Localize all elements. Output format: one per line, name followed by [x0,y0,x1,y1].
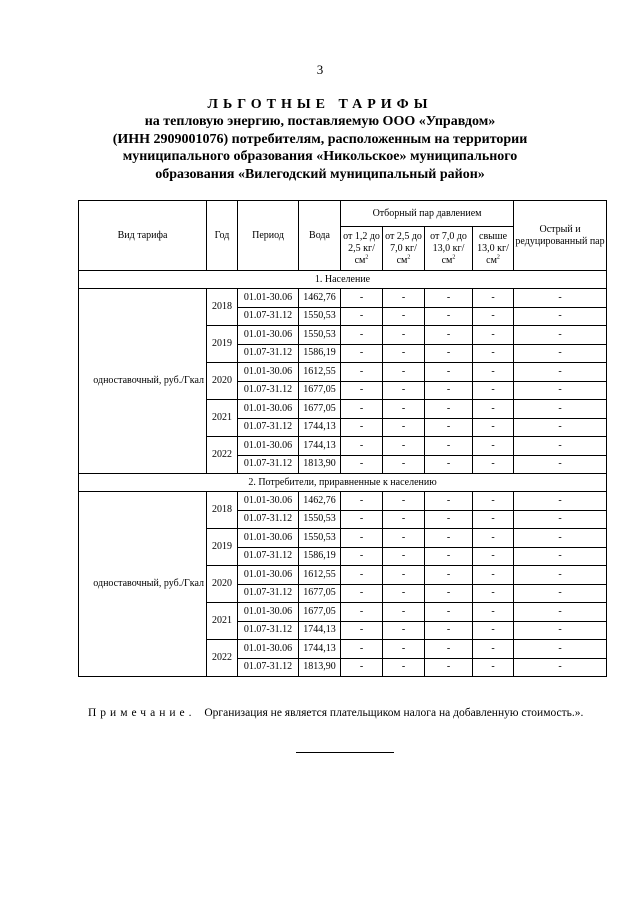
water-tariff-cell: 1677,05 [299,603,341,622]
empty-value-cell: - [514,603,607,622]
year-cell: 2019 [207,529,238,566]
title-line: на тепловую энергию, поставляемую ООО «Управдом» [144,114,496,129]
empty-value-cell: - [383,381,425,400]
empty-value-cell: - [341,510,383,529]
period-cell: 01.01-30.06 [238,566,299,585]
empty-value-cell: - [341,640,383,659]
header-pressure-4: свыше 13,0 $кг/см^2$ [473,227,514,271]
table-row [79,289,607,308]
empty-value-cell: - [383,289,425,308]
empty-value-cell: - [514,658,607,677]
year-cell: 2022 [207,640,238,677]
empty-value-cell: - [383,492,425,511]
water-tariff-cell: 1550,53 [299,326,341,345]
empty-value-cell: - [341,400,383,419]
empty-value-cell: - [383,437,425,456]
empty-value-cell: - [514,344,607,363]
period-cell: 01.01-30.06 [238,529,299,548]
water-tariff-cell: 1550,53 [299,510,341,529]
table-row [79,492,607,511]
year-cell: 2018 [207,492,238,529]
empty-value-cell: - [341,584,383,603]
empty-value-cell: - [383,344,425,363]
empty-value-cell: - [341,326,383,345]
empty-value-cell: - [514,289,607,308]
year-cell: 2019 [207,326,238,363]
empty-value-cell: - [383,510,425,529]
period-cell: 01.07-31.12 [238,547,299,566]
document-title [0,96,640,183]
empty-value-cell: - [425,307,473,326]
empty-value-cell: - [514,455,607,474]
period-cell: 01.01-30.06 [238,363,299,382]
empty-value-cell: - [425,289,473,308]
section-title: 2. Потребители, приравненные к населению [79,474,607,492]
empty-value-cell: - [341,566,383,585]
empty-value-cell: - [425,547,473,566]
tariff-kind: одноставочный, руб./Гкал [79,289,207,474]
empty-value-cell: - [425,437,473,456]
period-cell: 01.01-30.06 [238,492,299,511]
divider-line [296,752,394,753]
water-tariff-cell: 1550,53 [299,307,341,326]
empty-value-cell: - [425,510,473,529]
empty-value-cell: - [473,492,514,511]
water-tariff-cell: 1813,90 [299,455,341,474]
empty-value-cell: - [341,658,383,677]
empty-value-cell: - [473,326,514,345]
water-tariff-cell: 1813,90 [299,658,341,677]
year-cell: 2022 [207,437,238,474]
empty-value-cell: - [514,510,607,529]
header-period: Период [238,201,299,271]
empty-value-cell: - [341,289,383,308]
empty-value-cell: - [473,510,514,529]
empty-value-cell: - [341,603,383,622]
empty-value-cell: - [341,492,383,511]
period-cell: 01.01-30.06 [238,326,299,345]
period-cell: 01.07-31.12 [238,418,299,437]
water-tariff-cell: 1744,13 [299,621,341,640]
water-tariff-cell: 1612,55 [299,363,341,382]
title-line: образования «Вилегодский муниципальный район» [155,166,485,182]
empty-value-cell: - [514,640,607,659]
empty-value-cell: - [425,418,473,437]
empty-value-cell: - [341,621,383,640]
water-tariff-cell: 1550,53 [299,529,341,548]
period-cell: 01.01-30.06 [238,400,299,419]
empty-value-cell: - [425,400,473,419]
empty-value-cell: - [473,529,514,548]
empty-value-cell: - [514,492,607,511]
empty-value-cell: - [473,640,514,659]
empty-value-cell: - [514,547,607,566]
period-cell: 01.07-31.12 [238,455,299,474]
empty-value-cell: - [341,437,383,456]
water-tariff-cell: 1677,05 [299,584,341,603]
period-cell: 01.07-31.12 [238,307,299,326]
empty-value-cell: - [341,381,383,400]
water-tariff-cell: 1462,76 [299,492,341,511]
empty-value-cell: - [473,621,514,640]
header-steam: Отборный пар давлением [341,201,514,227]
empty-value-cell: - [383,658,425,677]
empty-value-cell: - [425,584,473,603]
empty-value-cell: - [425,492,473,511]
empty-value-cell: - [514,363,607,382]
period-cell: 01.01-30.06 [238,289,299,308]
header-pressure-3: от 7,0 до 13,0 $кг/см^2$ [425,227,473,271]
period-cell: 01.01-30.06 [238,437,299,456]
empty-value-cell: - [473,658,514,677]
empty-value-cell: - [425,455,473,474]
tariff-kind: одноставочный, руб./Гкал [79,492,207,677]
empty-value-cell: - [425,566,473,585]
empty-value-cell: - [514,621,607,640]
empty-value-cell: - [383,621,425,640]
empty-value-cell: - [425,658,473,677]
water-tariff-cell: 1744,13 [299,437,341,456]
tariffs-table [78,200,607,677]
period-cell: 01.01-30.06 [238,603,299,622]
empty-value-cell: - [514,307,607,326]
empty-value-cell: - [383,584,425,603]
empty-value-cell: - [383,307,425,326]
section-title: 1. Население [79,271,607,289]
period-cell: 01.07-31.12 [238,658,299,677]
empty-value-cell: - [425,363,473,382]
empty-value-cell: - [341,418,383,437]
empty-value-cell: - [341,547,383,566]
empty-value-cell: - [425,529,473,548]
empty-value-cell: - [383,455,425,474]
empty-value-cell: - [425,640,473,659]
empty-value-cell: - [473,289,514,308]
header-pressure-1: от 1,2 до 2,5 $кг/см^2$ [341,227,383,271]
empty-value-cell: - [514,437,607,456]
empty-value-cell: - [383,566,425,585]
empty-value-cell: - [383,640,425,659]
empty-value-cell: - [514,584,607,603]
empty-value-cell: - [341,529,383,548]
empty-value-cell: - [473,584,514,603]
note-text: Организация не является плательщиком налога на добавленную стоимость.». [204,707,584,719]
empty-value-cell: - [341,307,383,326]
page-number: 3 [316,62,324,77]
empty-value-cell: - [473,363,514,382]
empty-value-cell: - [341,455,383,474]
empty-value-cell: - [425,621,473,640]
empty-value-cell: - [383,547,425,566]
title-line: муниципального образования «Никольское» муниципального [122,149,518,164]
empty-value-cell: - [473,400,514,419]
water-tariff-cell: 1677,05 [299,381,341,400]
year-cell: 2020 [207,566,238,603]
period-cell: 01.07-31.12 [238,344,299,363]
header-sharp-steam: Острый и редуцированный пар [514,201,607,271]
empty-value-cell: - [425,381,473,400]
water-tariff-cell: 1744,13 [299,640,341,659]
period-cell: 01.07-31.12 [238,584,299,603]
empty-value-cell: - [425,344,473,363]
empty-value-cell: - [473,566,514,585]
empty-value-cell: - [514,529,607,548]
title-heading: ЛЬГОТНЫЕ ТАРИФЫ [207,97,433,112]
empty-value-cell: - [514,566,607,585]
empty-value-cell: - [341,344,383,363]
period-cell: 01.07-31.12 [238,381,299,400]
empty-value-cell: - [514,326,607,345]
year-cell: 2020 [207,363,238,400]
empty-value-cell: - [425,326,473,345]
empty-value-cell: - [473,307,514,326]
period-cell: 01.01-30.06 [238,640,299,659]
header-water: Вода [299,201,341,271]
empty-value-cell: - [514,381,607,400]
empty-value-cell: - [383,363,425,382]
period-cell: 01.07-31.12 [238,621,299,640]
empty-value-cell: - [514,418,607,437]
empty-value-cell: - [383,603,425,622]
water-tariff-cell: 1586,19 [299,344,341,363]
header-pressure-2: от 2,5 до 7,0 $кг/см^2$ [383,227,425,271]
empty-value-cell: - [473,344,514,363]
empty-value-cell: - [425,603,473,622]
note [88,707,583,719]
empty-value-cell: - [473,437,514,456]
header-kind: Вид тарифа [79,201,207,271]
empty-value-cell: - [473,455,514,474]
empty-value-cell: - [383,326,425,345]
year-cell: 2021 [207,400,238,437]
year-cell: 2021 [207,603,238,640]
empty-value-cell: - [383,418,425,437]
empty-value-cell: - [341,363,383,382]
period-cell: 01.07-31.12 [238,510,299,529]
empty-value-cell: - [473,603,514,622]
empty-value-cell: - [383,400,425,419]
empty-value-cell: - [473,381,514,400]
water-tariff-cell: 1744,13 [299,418,341,437]
empty-value-cell: - [473,547,514,566]
empty-value-cell: - [383,529,425,548]
empty-value-cell: - [514,400,607,419]
header-year: Год [207,201,238,271]
water-tariff-cell: 1612,55 [299,566,341,585]
water-tariff-cell: 1677,05 [299,400,341,419]
note-label: Примечание. [88,707,196,719]
water-tariff-cell: 1586,19 [299,547,341,566]
title-line: (ИНН 2909001076) потребителям, расположенным на территории [112,131,528,147]
year-cell: 2018 [207,289,238,326]
empty-value-cell: - [473,418,514,437]
water-tariff-cell: 1462,76 [299,289,341,308]
